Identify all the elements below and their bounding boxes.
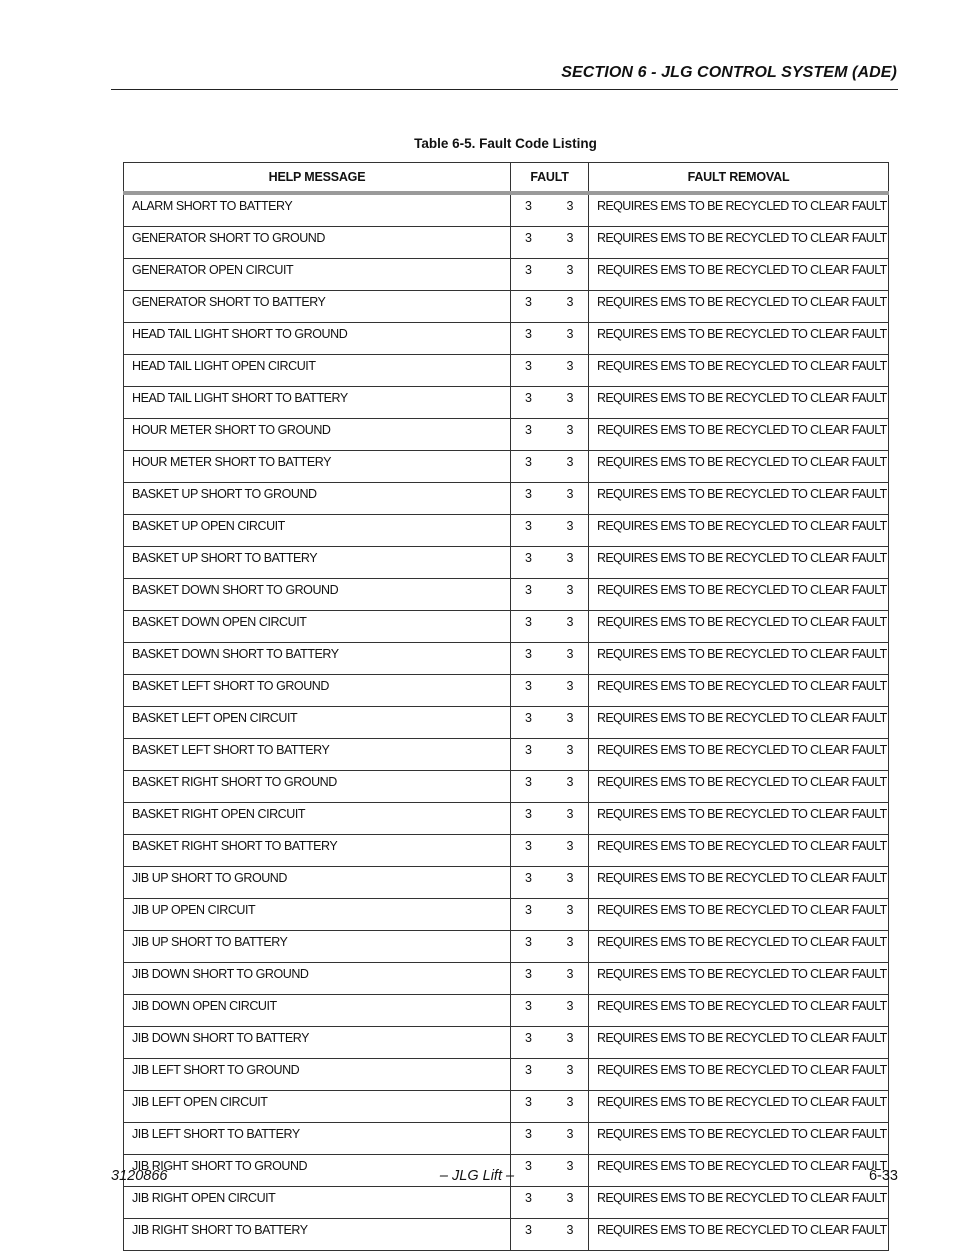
- fault-code-cell: [511, 291, 589, 323]
- fault-removal-cell: REQUIRES EMS TO BE RECYCLED TO CLEAR FAULT: [589, 931, 889, 963]
- fault-code-second-digit: 3: [566, 775, 573, 789]
- fault-code-second-digit: 3: [566, 359, 573, 373]
- fault-code-second-digit: 3: [566, 423, 573, 437]
- help-message-cell: GENERATOR SHORT TO GROUND: [124, 227, 511, 259]
- fault-code-second-digit: 3: [566, 743, 573, 757]
- help-message-cell: JIB DOWN OPEN CIRCUIT: [124, 995, 511, 1027]
- table-row: [124, 579, 889, 611]
- fault-code-cell: [511, 1091, 589, 1123]
- fault-code-digits: [511, 1127, 588, 1141]
- fault-removal-cell: REQUIRES EMS TO BE RECYCLED TO CLEAR FAULT: [589, 963, 889, 995]
- table-row: [124, 931, 889, 963]
- fault-removal-cell: REQUIRES EMS TO BE RECYCLED TO CLEAR FAULT: [589, 835, 889, 867]
- fault-removal-cell: REQUIRES EMS TO BE RECYCLED TO CLEAR FAULT: [589, 1219, 889, 1251]
- fault-code-digits: [511, 391, 588, 405]
- table-row: [124, 643, 889, 675]
- doc-number: 3120866: [111, 1168, 168, 1184]
- fault-code-cell: [511, 419, 589, 451]
- help-message-cell: HEAD TAIL LIGHT SHORT TO BATTERY: [124, 387, 511, 419]
- fault-code-digits: [511, 359, 588, 373]
- fault-removal-cell: REQUIRES EMS TO BE RECYCLED TO CLEAR FAULT: [589, 259, 889, 291]
- fault-removal-cell: REQUIRES EMS TO BE RECYCLED TO CLEAR FAULT: [589, 1027, 889, 1059]
- fault-code-digits: [511, 487, 588, 501]
- fault-removal-cell: REQUIRES EMS TO BE RECYCLED TO CLEAR FAULT: [589, 899, 889, 931]
- fault-code-first-digit: 3: [525, 775, 532, 789]
- fault-code-second-digit: 3: [566, 231, 573, 245]
- fault-code-first-digit: 3: [525, 1191, 532, 1205]
- table-row: [124, 451, 889, 483]
- fault-code-cell: [511, 1187, 589, 1219]
- table-row: [124, 867, 889, 899]
- fault-removal-cell: REQUIRES EMS TO BE RECYCLED TO CLEAR FAULT: [589, 739, 889, 771]
- fault-code-digits: [511, 839, 588, 853]
- fault-removal-cell: REQUIRES EMS TO BE RECYCLED TO CLEAR FAULT: [589, 1155, 889, 1187]
- table-row: [124, 547, 889, 579]
- fault-code-cell: [511, 771, 589, 803]
- section-title: SECTION 6 - JLG CONTROL SYSTEM (ADE): [561, 64, 897, 81]
- fault-code-digits: [511, 1095, 588, 1109]
- fault-code-second-digit: 3: [566, 455, 573, 469]
- fault-code-digits: [511, 647, 588, 661]
- fault-code-first-digit: 3: [525, 615, 532, 629]
- help-message-cell: JIB UP SHORT TO BATTERY: [124, 931, 511, 963]
- help-message-cell: ALARM SHORT TO BATTERY: [124, 193, 511, 227]
- fault-code-first-digit: 3: [525, 423, 532, 437]
- fault-code-digits: [511, 1191, 588, 1205]
- table-row: [124, 707, 889, 739]
- fault-removal-cell: REQUIRES EMS TO BE RECYCLED TO CLEAR FAULT: [589, 643, 889, 675]
- fault-code-cell: [511, 611, 589, 643]
- table-row: [124, 611, 889, 643]
- table-row: [124, 1059, 889, 1091]
- fault-code-second-digit: 3: [566, 839, 573, 853]
- fault-removal-cell: REQUIRES EMS TO BE RECYCLED TO CLEAR FAULT: [589, 1059, 889, 1091]
- help-message-cell: BASKET DOWN OPEN CIRCUIT: [124, 611, 511, 643]
- fault-removal-cell: REQUIRES EMS TO BE RECYCLED TO CLEAR FAULT: [589, 995, 889, 1027]
- fault-code-digits: [511, 615, 588, 629]
- fault-code-cell: [511, 707, 589, 739]
- table-row: [124, 739, 889, 771]
- fault-removal-cell: REQUIRES EMS TO BE RECYCLED TO CLEAR FAULT: [589, 227, 889, 259]
- help-message-cell: HOUR METER SHORT TO GROUND: [124, 419, 511, 451]
- fault-code-second-digit: 3: [566, 1031, 573, 1045]
- fault-removal-cell: REQUIRES EMS TO BE RECYCLED TO CLEAR FAULT: [589, 291, 889, 323]
- fault-code-second-digit: 3: [566, 1159, 573, 1173]
- fault-removal-cell: REQUIRES EMS TO BE RECYCLED TO CLEAR FAULT: [589, 451, 889, 483]
- help-message-cell: JIB LEFT SHORT TO BATTERY: [124, 1123, 511, 1155]
- fault-code-digits: [511, 263, 588, 277]
- fault-code-second-digit: 3: [566, 615, 573, 629]
- fault-code-second-digit: 3: [566, 1191, 573, 1205]
- fault-code-cell: [511, 899, 589, 931]
- fault-code-first-digit: 3: [525, 263, 532, 277]
- fault-code-first-digit: 3: [525, 903, 532, 917]
- fault-code-second-digit: 3: [566, 1095, 573, 1109]
- fault-code-digits: [511, 967, 588, 981]
- fault-code-first-digit: 3: [525, 359, 532, 373]
- help-message-cell: JIB UP OPEN CIRCUIT: [124, 899, 511, 931]
- fault-code-cell: [511, 1027, 589, 1059]
- page-number: 6-33: [868, 1168, 898, 1184]
- fault-removal-cell: REQUIRES EMS TO BE RECYCLED TO CLEAR FAULT: [589, 355, 889, 387]
- table-row: [124, 995, 889, 1027]
- table-row: [124, 355, 889, 387]
- fault-code-second-digit: 3: [566, 999, 573, 1013]
- help-message-cell: JIB LEFT SHORT TO GROUND: [124, 1059, 511, 1091]
- table-row: [124, 193, 889, 227]
- fault-code-second-digit: 3: [566, 1127, 573, 1141]
- fault-removal-cell: REQUIRES EMS TO BE RECYCLED TO CLEAR FAULT: [589, 419, 889, 451]
- fault-removal-cell: REQUIRES EMS TO BE RECYCLED TO CLEAR FAULT: [589, 1123, 889, 1155]
- fault-code-first-digit: 3: [525, 1223, 532, 1237]
- fault-code-second-digit: 3: [566, 295, 573, 309]
- fault-code-first-digit: 3: [525, 839, 532, 853]
- fault-code-first-digit: 3: [525, 455, 532, 469]
- fault-removal-cell: REQUIRES EMS TO BE RECYCLED TO CLEAR FAULT: [589, 579, 889, 611]
- fault-removal-cell: REQUIRES EMS TO BE RECYCLED TO CLEAR FAULT: [589, 387, 889, 419]
- fault-code-cell: [511, 835, 589, 867]
- help-message-cell: BASKET LEFT SHORT TO BATTERY: [124, 739, 511, 771]
- column-header-fault-removal: FAULT REMOVAL: [589, 163, 889, 194]
- help-message-cell: BASKET UP OPEN CIRCUIT: [124, 515, 511, 547]
- help-message-cell: JIB LEFT OPEN CIRCUIT: [124, 1091, 511, 1123]
- fault-removal-cell: REQUIRES EMS TO BE RECYCLED TO CLEAR FAULT: [589, 193, 889, 227]
- fault-code-first-digit: 3: [525, 711, 532, 725]
- fault-code-digits: [511, 231, 588, 245]
- fault-code-cell: [511, 387, 589, 419]
- fault-code-cell: [511, 193, 589, 227]
- fault-code-digits: [511, 1031, 588, 1045]
- fault-code-first-digit: 3: [525, 519, 532, 533]
- table-row: [124, 963, 889, 995]
- table-row: [124, 1027, 889, 1059]
- fault-code-first-digit: 3: [525, 583, 532, 597]
- table-row: [124, 1091, 889, 1123]
- fault-code-second-digit: 3: [566, 487, 573, 501]
- fault-code-second-digit: 3: [566, 967, 573, 981]
- fault-code-first-digit: 3: [525, 935, 532, 949]
- fault-code-first-digit: 3: [525, 199, 532, 213]
- fault-code-cell: [511, 515, 589, 547]
- fault-code-cell: [511, 803, 589, 835]
- fault-code-first-digit: 3: [525, 647, 532, 661]
- fault-code-first-digit: 3: [525, 871, 532, 885]
- fault-code-second-digit: 3: [566, 519, 573, 533]
- help-message-cell: GENERATOR SHORT TO BATTERY: [124, 291, 511, 323]
- table-row: [124, 1187, 889, 1219]
- table-row: [124, 675, 889, 707]
- fault-code-digits: [511, 583, 588, 597]
- help-message-cell: HEAD TAIL LIGHT SHORT TO GROUND: [124, 323, 511, 355]
- fault-code-second-digit: 3: [566, 391, 573, 405]
- fault-removal-cell: REQUIRES EMS TO BE RECYCLED TO CLEAR FAULT: [589, 707, 889, 739]
- fault-code-digits: [511, 423, 588, 437]
- fault-code-cell: [511, 355, 589, 387]
- fault-code-digits: [511, 935, 588, 949]
- fault-code-digits: [511, 999, 588, 1013]
- help-message-cell: BASKET UP SHORT TO GROUND: [124, 483, 511, 515]
- help-message-cell: HOUR METER SHORT TO BATTERY: [124, 451, 511, 483]
- help-message-cell: JIB RIGHT OPEN CIRCUIT: [124, 1187, 511, 1219]
- help-message-cell: BASKET RIGHT SHORT TO BATTERY: [124, 835, 511, 867]
- fault-code-first-digit: 3: [525, 743, 532, 757]
- fault-removal-cell: REQUIRES EMS TO BE RECYCLED TO CLEAR FAULT: [589, 867, 889, 899]
- help-message-cell: BASKET DOWN SHORT TO GROUND: [124, 579, 511, 611]
- fault-code-cell: [511, 675, 589, 707]
- fault-code-first-digit: 3: [525, 1159, 532, 1173]
- fault-code-second-digit: 3: [566, 679, 573, 693]
- table-row: [124, 803, 889, 835]
- help-message-cell: BASKET UP SHORT TO BATTERY: [124, 547, 511, 579]
- fault-code-first-digit: 3: [525, 679, 532, 693]
- fault-code-second-digit: 3: [566, 1063, 573, 1077]
- fault-removal-cell: REQUIRES EMS TO BE RECYCLED TO CLEAR FAULT: [589, 1091, 889, 1123]
- fault-code-table: [123, 162, 889, 1251]
- table-row: [124, 291, 889, 323]
- fault-code-digits: [511, 551, 588, 565]
- fault-code-cell: [511, 451, 589, 483]
- fault-code-first-digit: 3: [525, 487, 532, 501]
- fault-code-digits: [511, 455, 588, 469]
- fault-code-first-digit: 3: [525, 1127, 532, 1141]
- fault-code-digits: [511, 199, 588, 213]
- column-header-fault: FAULT: [511, 163, 589, 194]
- table-row: [124, 259, 889, 291]
- fault-code-first-digit: 3: [525, 1095, 532, 1109]
- fault-code-digits: [511, 807, 588, 821]
- help-message-cell: JIB RIGHT SHORT TO GROUND: [124, 1155, 511, 1187]
- fault-code-cell: [511, 867, 589, 899]
- table-caption: Table 6-5. Fault Code Listing: [414, 136, 597, 151]
- fault-code-second-digit: 3: [566, 583, 573, 597]
- help-message-cell: BASKET LEFT OPEN CIRCUIT: [124, 707, 511, 739]
- table-row: [124, 899, 889, 931]
- fault-code-second-digit: 3: [566, 711, 573, 725]
- fault-code-digits: [511, 679, 588, 693]
- fault-code-cell: [511, 323, 589, 355]
- fault-code-first-digit: 3: [525, 295, 532, 309]
- table-row: [124, 323, 889, 355]
- table-row: [124, 419, 889, 451]
- fault-code-second-digit: 3: [566, 935, 573, 949]
- fault-removal-cell: REQUIRES EMS TO BE RECYCLED TO CLEAR FAULT: [589, 675, 889, 707]
- fault-removal-cell: REQUIRES EMS TO BE RECYCLED TO CLEAR FAULT: [589, 515, 889, 547]
- table-row: [124, 227, 889, 259]
- fault-code-first-digit: 3: [525, 551, 532, 565]
- table-row: [124, 1123, 889, 1155]
- table-row: [124, 387, 889, 419]
- fault-code-digits: [511, 1063, 588, 1077]
- fault-code-first-digit: 3: [525, 1031, 532, 1045]
- help-message-cell: BASKET RIGHT SHORT TO GROUND: [124, 771, 511, 803]
- table-body: [124, 193, 889, 1251]
- help-message-cell: BASKET RIGHT OPEN CIRCUIT: [124, 803, 511, 835]
- help-message-cell: JIB DOWN SHORT TO BATTERY: [124, 1027, 511, 1059]
- fault-removal-cell: REQUIRES EMS TO BE RECYCLED TO CLEAR FAULT: [589, 483, 889, 515]
- fault-code-first-digit: 3: [525, 999, 532, 1013]
- fault-code-cell: [511, 547, 589, 579]
- fault-code-first-digit: 3: [525, 391, 532, 405]
- fault-code-cell: [511, 1059, 589, 1091]
- fault-code-digits: [511, 871, 588, 885]
- fault-code-first-digit: 3: [525, 1063, 532, 1077]
- fault-code-second-digit: 3: [566, 903, 573, 917]
- fault-code-cell: [511, 643, 589, 675]
- help-message-cell: JIB UP SHORT TO GROUND: [124, 867, 511, 899]
- fault-code-cell: [511, 1123, 589, 1155]
- fault-code-second-digit: 3: [566, 327, 573, 341]
- fault-code-second-digit: 3: [566, 199, 573, 213]
- fault-code-cell: [511, 227, 589, 259]
- fault-removal-cell: REQUIRES EMS TO BE RECYCLED TO CLEAR FAULT: [589, 611, 889, 643]
- fault-code-cell: [511, 995, 589, 1027]
- table-row: [124, 483, 889, 515]
- fault-code-first-digit: 3: [525, 967, 532, 981]
- help-message-cell: BASKET DOWN SHORT TO BATTERY: [124, 643, 511, 675]
- help-message-cell: JIB RIGHT SHORT TO BATTERY: [124, 1219, 511, 1251]
- help-message-cell: JIB DOWN SHORT TO GROUND: [124, 963, 511, 995]
- fault-code-cell: [511, 483, 589, 515]
- fault-code-cell: [511, 579, 589, 611]
- fault-code-first-digit: 3: [525, 327, 532, 341]
- fault-code-first-digit: 3: [525, 231, 532, 245]
- table-header-row: [124, 163, 889, 194]
- fault-code-digits: [511, 327, 588, 341]
- help-message-cell: HEAD TAIL LIGHT OPEN CIRCUIT: [124, 355, 511, 387]
- fault-code-second-digit: 3: [566, 263, 573, 277]
- fault-removal-cell: REQUIRES EMS TO BE RECYCLED TO CLEAR FAULT: [589, 547, 889, 579]
- fault-code-digits: [511, 903, 588, 917]
- fault-removal-cell: REQUIRES EMS TO BE RECYCLED TO CLEAR FAULT: [589, 803, 889, 835]
- fault-code-cell: [511, 739, 589, 771]
- fault-removal-cell: REQUIRES EMS TO BE RECYCLED TO CLEAR FAULT: [589, 771, 889, 803]
- header-divider: [111, 89, 898, 90]
- fault-code-digits: [511, 519, 588, 533]
- fault-removal-cell: REQUIRES EMS TO BE RECYCLED TO CLEAR FAULT: [589, 1187, 889, 1219]
- fault-code-second-digit: 3: [566, 647, 573, 661]
- table-row: [124, 835, 889, 867]
- column-header-help-message: HELP MESSAGE: [124, 163, 511, 194]
- fault-code-digits: [511, 711, 588, 725]
- fault-code-digits: [511, 295, 588, 309]
- help-message-cell: GENERATOR OPEN CIRCUIT: [124, 259, 511, 291]
- table-row: [124, 771, 889, 803]
- fault-code-cell: [511, 259, 589, 291]
- fault-code-cell: [511, 931, 589, 963]
- fault-removal-cell: REQUIRES EMS TO BE RECYCLED TO CLEAR FAULT: [589, 323, 889, 355]
- brand-footer: – JLG Lift –: [439, 1168, 515, 1184]
- fault-code-second-digit: 3: [566, 1223, 573, 1237]
- table-row: [124, 515, 889, 547]
- fault-code-digits: [511, 743, 588, 757]
- fault-code-digits: [511, 775, 588, 789]
- fault-code-second-digit: 3: [566, 871, 573, 885]
- fault-code-cell: [511, 963, 589, 995]
- help-message-cell: BASKET LEFT SHORT TO GROUND: [124, 675, 511, 707]
- fault-code-second-digit: 3: [566, 807, 573, 821]
- fault-code-second-digit: 3: [566, 551, 573, 565]
- fault-code-first-digit: 3: [525, 807, 532, 821]
